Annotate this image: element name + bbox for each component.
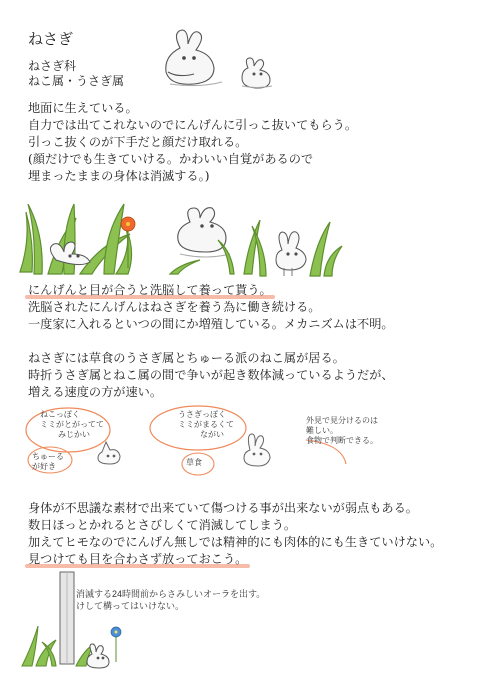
family-label: ねさぎ科 — [28, 59, 77, 73]
description-paragraph-1 — [28, 100, 357, 185]
text-line: (顔だけでも生きていける。かわいい自覚があるので — [28, 152, 314, 166]
rabbit-type-note: うさぎっぽく ミミがまるくて ながい — [178, 410, 234, 439]
text-line: ねさぎには草食のうさぎ属とちゅーる派のねこ属が居る。 — [28, 351, 345, 365]
text-line: 時折うさぎ属とねこ属の間で争いが起き数体減っているようだが、 — [28, 368, 394, 382]
text-line: 身体が不思議な素材で出来ていて傷つける事が出来ないが弱点もある。 — [28, 501, 418, 515]
text-line: 一度家に入れるといつの間にか増殖している。メカニズムは不明。 — [28, 317, 394, 331]
text-line: 洗脳されたにんげんはねさぎを養う為に働き続ける。 — [28, 300, 321, 314]
description-paragraph-4 — [28, 500, 442, 568]
sad-nesagi — [87, 644, 109, 668]
popped-nesagi-middle — [178, 208, 230, 257]
text-line: 引っこ抜くのが下手だと顔だけ取れる。 — [28, 135, 248, 149]
difficulty-note: 外見で見分けるのは 難しい。 食物で判断できる。 — [306, 416, 378, 445]
description-paragraph-2 — [28, 282, 394, 333]
large-nesagi-sketch — [166, 30, 222, 86]
blue-flower — [111, 627, 121, 662]
grass-illustration-strip — [20, 192, 350, 280]
footnote: 消滅する24時間前からさみしいオーラを出す。 けして構ってはいけない。 — [76, 589, 266, 611]
rabbit-type-nesagi-sketch — [244, 434, 270, 466]
buried-nesagi-right — [276, 232, 306, 276]
page-title: ねさぎ — [28, 30, 74, 48]
highlighted-text-line: 見つけても目を合わさず放っておこう。 — [28, 552, 248, 566]
text-line: 地面に生えている。 — [28, 101, 138, 115]
lonely-nesagi-illustration — [22, 572, 132, 672]
text-line: 増える速度の方が速い。 — [28, 385, 163, 399]
cat-type-note: ねこっぽく ミミがとがってて みじかい — [40, 410, 104, 439]
genus-label: ねこ属・うさぎ属 — [28, 74, 125, 88]
text-line: 自力では出てこれないのでにんげんに引っこ抜いてもらう。 — [28, 118, 358, 132]
rabbit-food-note: 草食 — [186, 458, 202, 467]
text-line: 数日ほっとかれるとさびしくて消滅してしまう。 — [28, 518, 297, 532]
text-line: 埋まったままの身体は消滅する。) — [28, 169, 210, 183]
highlighted-text-line: にんげんと目が合うと洗脳して養って貰う。 — [28, 283, 272, 297]
text-line: 加えてヒモなのでにんげん無しでは精神的にも肉体的にも生きていけない。 — [28, 535, 443, 549]
cat-type-nesagi-sketch — [98, 442, 120, 464]
description-paragraph-3 — [28, 350, 394, 401]
nesagi-header-illustration — [150, 28, 290, 88]
small-nesagi-sketch — [242, 58, 272, 88]
cat-food-note: ちゅーる が好き — [32, 452, 64, 471]
grass-patch — [22, 626, 94, 666]
utility-pole — [60, 572, 74, 664]
